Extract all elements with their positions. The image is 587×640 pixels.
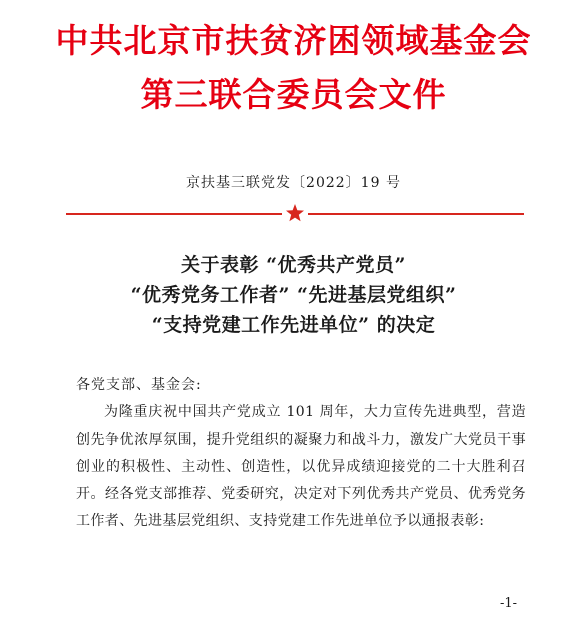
document-header	[0, 14, 587, 122]
document-number: 京扶基三联党发〔2022〕19 号	[186, 175, 401, 191]
star-icon	[285, 203, 305, 223]
title-line-2: “优秀党务工作者” “先进基层党组织”	[130, 284, 457, 306]
document-body	[76, 372, 526, 536]
salutation: 各党支部、基金会:	[76, 377, 202, 393]
body-paragraph: 为隆重庆祝中国共产党成立 101 周年，大力宣传先进典型，营造创先争优浓厚氛围，提升党组织的凝聚力和战斗力，激发广大党员干事创业的积极性、主动性、创造性，以优异成绩迎接党的二十大胜利召开。经各党支部推荐、党委研究，决定对下列优秀共产党员、优秀党务工作者、先进基层党组织、支持党建工作先进单位予以通报表彰:	[76, 404, 526, 530]
title-line-1: 关于表彰 “优秀共产党员”	[181, 254, 406, 276]
divider-line-left	[66, 213, 282, 215]
red-divider	[66, 204, 524, 224]
document-title	[0, 250, 587, 340]
title-line-3: “支持党建工作先进单位” 的决定	[151, 314, 436, 336]
page-number: -1-	[499, 596, 517, 611]
header-title-line-1: 中共北京市扶贫济困领域基金会	[55, 21, 532, 60]
divider-line-right	[308, 213, 524, 215]
header-title-line-2: 第三联合委员会文件	[140, 75, 447, 114]
